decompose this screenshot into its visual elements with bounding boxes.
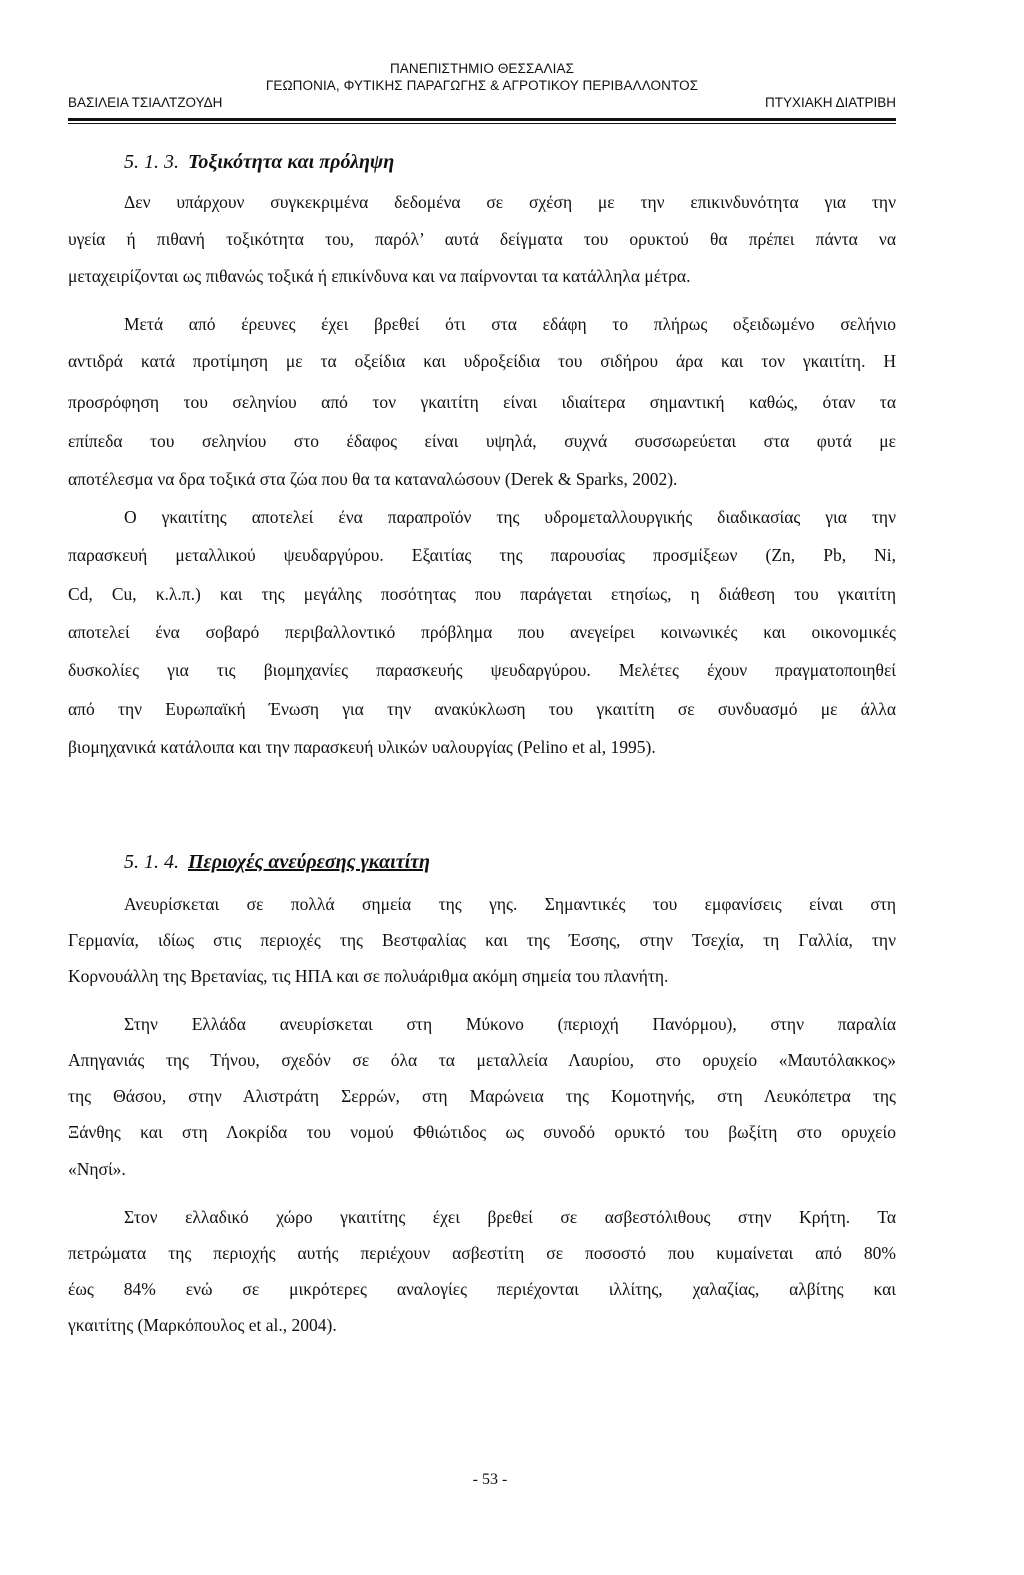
section-title: Τοξικότητα και πρόληψη <box>188 151 395 173</box>
paragraph-line: παρασκευή μεταλλικού ψευδαργύρου. Εξαιτίας της παρουσίας προσμίξεων (Zn, Pb, Ni, <box>68 545 896 565</box>
paragraph-line: πετρώματα της περιοχής αυτής περιέχουν ασβεστίτη σε ποσοστό που κυμαίνεται από 80% <box>68 1243 896 1263</box>
page-number: - 53 - <box>472 1471 508 1488</box>
paragraph-line: γκαιτίτης (Μαρκόπουλος et al., 2004). <box>68 1315 337 1335</box>
paragraph-line: βιομηχανικά κατάλοιπα και την παρασκευή υλικών υαλουργίας (Pelino et al, 1995). <box>68 737 656 757</box>
paragraph-line: Μετά από έρευνες έχει βρεθεί ότι στα εδάφη το πλήρως οξειδωμένο σελήνιο <box>124 314 896 334</box>
paragraph-line: Στον ελλαδικό χώρο γκαιτίτης έχει βρεθεί σε ασβεστόλιθους στην Κρήτη. Τα <box>124 1207 896 1227</box>
paragraph-line: υγεία ή πιθανή τοξικότητα του, παρόλ’ αυτά δείγματα του ορυκτού θα πρέπει πάντα να <box>68 229 896 249</box>
paragraph-line: «Νησί». <box>68 1159 126 1179</box>
paragraph-line: Στην Ελλάδα ανευρίσκεται στη Μύκονο (περιοχή Πανόρμου), στην παραλία <box>124 1014 896 1034</box>
paragraph-line: αντιδρά κατά προτίμηση με τα οξείδια και υδροξείδια του σιδήρου άρα και τον γκαιτίτη. Η <box>68 351 896 371</box>
paragraph-line: Γερμανία, ιδίως στις περιοχές της Βεστφαλίας και της Έσσης, στην Τσεχία, τη Γαλλία, την <box>68 930 896 950</box>
section-heading-toxicity <box>124 150 394 174</box>
header-rule-thick <box>68 118 896 121</box>
paragraph-line: της Θάσου, στην Αλιστράτη Σερρών, στη Μαρώνεια της Κομοτηνής, στη Λευκόπετρα της <box>68 1086 896 1106</box>
paragraph-line: Δεν υπάρχουν συγκεκριμένα δεδομένα σε σχέση με την επικινδυνότητα για την <box>124 192 896 212</box>
header-rule-thin <box>68 123 896 124</box>
paragraph-line: Κορνουάλλη της Βρετανίας, τις ΗΠΑ και σε πολυάριθμα ακόμη σημεία του πλανήτη. <box>68 966 669 986</box>
paragraph-line: Απηγανιάς της Τήνου, σχεδόν σε όλα τα μεταλλεία Λαυρίου, στο ορυχείο «Μαυτόλακκος» <box>68 1050 896 1070</box>
header-author: ΒΑΣΙΛΕΙΑ ΤΣΙΑΛΤΖΟΥΔΗ <box>68 95 223 110</box>
paragraph-line: αποτέλεσμα να δρα τοξικά στα ζώα που θα τα καταναλώσουν (Derek & Sparks, 2002). <box>68 469 678 489</box>
paragraph-line: μεταχειρίζονται ως πιθανώς τοξικά ή επικίνδυνα και να παίρνονται τα κατάλληλα μέτρα. <box>68 266 691 286</box>
paragraph-line: δυσκολίες για τις βιομηχανίες παρασκευής ψευδαργύρου. Μελέτες έχουν πραγματοποιηθεί <box>68 660 896 680</box>
header-doc-type: ΠΤΥΧΙΑΚΗ ΔΙΑΤΡΙΒΗ <box>764 95 896 110</box>
header-row <box>68 94 896 111</box>
paragraph-line: Cd, Cu, κ.λ.π.) και της μεγάλης ποσότητας που παράγεται ετησίως, η διάθεση του γκαιτίτη <box>68 584 896 604</box>
paragraph-line: από την Ευρωπαϊκή Ένωση για την ανακύκλωση του γκαιτίτη σε συνδυασμό με άλλα <box>68 699 896 719</box>
paragraph-line: επίπεδα του σεληνίου στο έδαφος είναι υψηλά, συχνά συσσωρεύεται στα φυτά με <box>68 431 896 451</box>
section-number: 5. 1. 3. <box>124 151 179 173</box>
page-header <box>68 60 896 111</box>
paragraph-line: Ανευρίσκεται σε πολλά σημεία της γης. Σημαντικές του εμφανίσεις είναι στη <box>124 894 896 914</box>
section-number: 5. 1. 4. <box>124 851 179 873</box>
section-title: Περιοχές ανεύρεσης γκαιτίτη <box>188 851 430 873</box>
section-heading-locations <box>124 850 430 874</box>
header-department: ΓΕΩΠΟΝΙΑ, ΦΥΤΙΚΗΣ ΠΑΡΑΓΩΓΗΣ & ΑΓΡΟΤΙΚΟΥ ΠΕΡΙΒΑΛΛΟΝΤΟΣ <box>265 78 699 93</box>
paragraph-line: Ξάνθης και στη Λοκρίδα του νομού Φθιώτιδος ως συνοδό ορυκτό του βωξίτη στο ορυχείο <box>68 1122 896 1142</box>
paragraph-line: Ο γκαιτίτης αποτελεί ένα παραπροϊόν της υδρομεταλλουργικής διαδικασίας για την <box>124 507 896 527</box>
header-university: ΠΑΝΕΠΙΣΤΗΜΙΟ ΘΕΣΣΑΛΙΑΣ <box>389 61 575 76</box>
paragraph-line: προσρόφηση του σεληνίου από τον γκαιτίτη είναι ιδιαίτερα σημαντική καθώς, όταν τα <box>68 392 896 412</box>
paragraph-line: έως 84% ενώ σε μικρότερες αναλογίες περιέχονται ιλλίτης, χαλαζίας, αλβίτης και <box>68 1279 896 1299</box>
paragraph-line: αποτελεί ένα σοβαρό περιβαλλοντικό πρόβλημα που ανεγείρει κοινωνικές και οικονομικές <box>68 622 896 642</box>
